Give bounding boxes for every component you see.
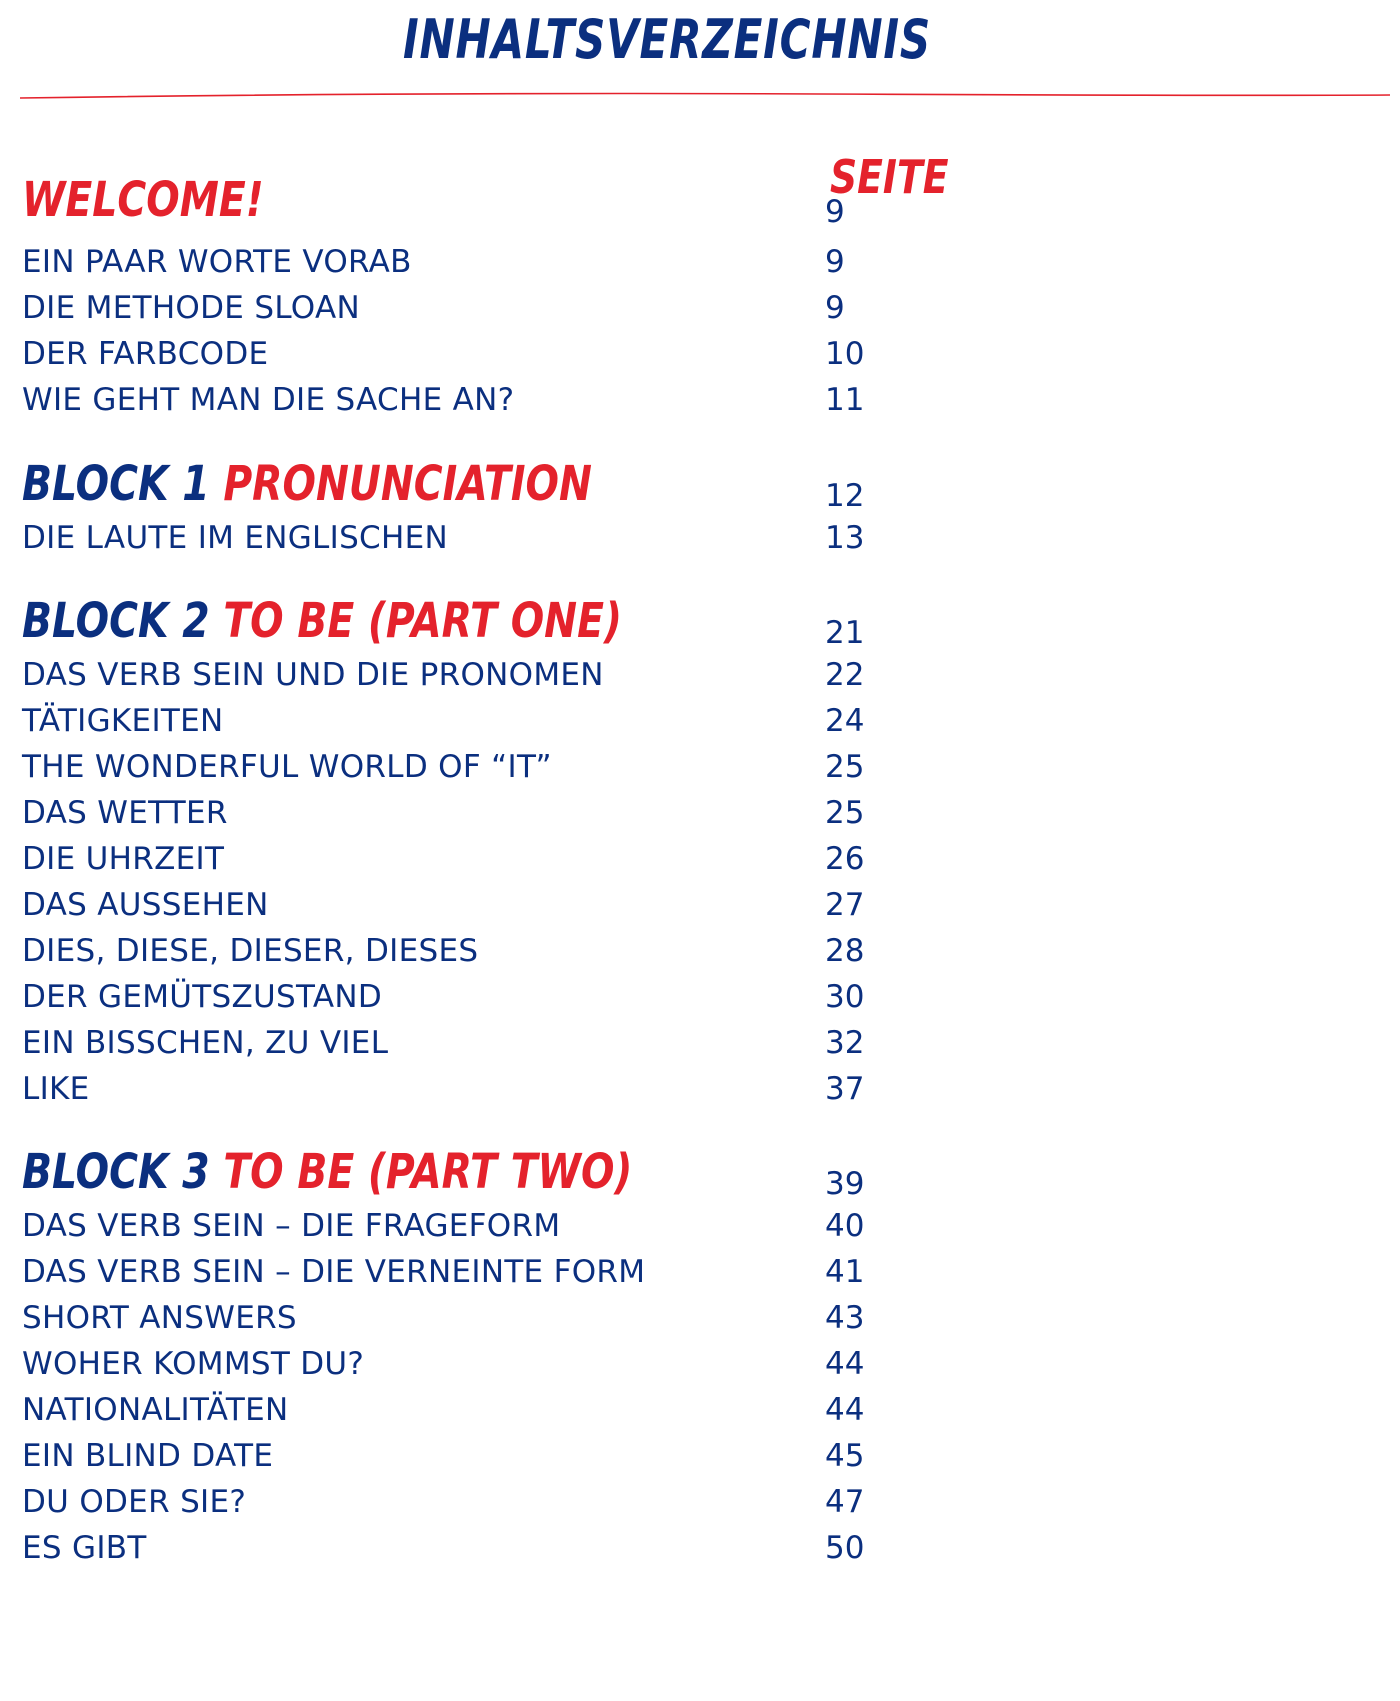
toc-entry[interactable] — [22, 374, 1022, 420]
block-topic: TO BE (PART ONE) — [223, 593, 622, 649]
toc-entry[interactable] — [22, 925, 1022, 971]
page-number: 12 — [825, 478, 865, 514]
page-number: 44 — [825, 1392, 865, 1428]
section-heading-block-3[interactable] — [22, 1144, 1022, 1204]
page-number: 22 — [825, 657, 865, 693]
entry-label: THE WONDERFUL WORLD OF “IT” — [22, 749, 552, 785]
page-number: 40 — [825, 1208, 865, 1244]
entry-label: EIN BISSCHEN, ZU VIEL — [22, 1025, 389, 1061]
toc-entry[interactable] — [22, 1246, 1022, 1292]
entry-label: DIE UHRZEIT — [22, 841, 225, 877]
entry-label: DU ODER SIE? — [22, 1484, 247, 1520]
entry-label: DAS VERB SEIN – DIE FRAGEFORM — [22, 1208, 561, 1244]
entry-label: WIE GEHT MAN DIE SACHE AN? — [22, 382, 515, 418]
page-number: 44 — [825, 1346, 865, 1382]
toc-entry[interactable] — [22, 1017, 1022, 1063]
entry-label: ES GIBT — [22, 1530, 147, 1566]
toc-entry[interactable] — [22, 1063, 1022, 1109]
entry-label: DAS VERB SEIN – DIE VERNEINTE FORM — [22, 1254, 646, 1290]
page-number: 25 — [825, 795, 865, 831]
toc-entry[interactable] — [22, 1384, 1022, 1430]
page-title: INHALTSVERZEICHNIS — [403, 8, 931, 71]
toc-entry[interactable] — [22, 1200, 1022, 1246]
toc-entry[interactable] — [22, 695, 1022, 741]
toc-entry[interactable] — [22, 741, 1022, 787]
entry-label: DER GEMÜTSZUSTAND — [22, 979, 383, 1015]
entry-label: SHORT ANSWERS — [22, 1300, 297, 1336]
page-number: 30 — [825, 979, 865, 1015]
page-number: 39 — [825, 1166, 865, 1202]
page-number: 50 — [825, 1530, 865, 1566]
section-title: WELCOME! — [22, 172, 264, 228]
block-topic: PRONUNCIATION — [223, 456, 592, 512]
page-number: 43 — [825, 1300, 865, 1336]
page-number: 25 — [825, 749, 865, 785]
entry-label: DAS WETTER — [22, 795, 228, 831]
page-number: 24 — [825, 703, 865, 739]
page-number: 37 — [825, 1071, 865, 1107]
toc-entry[interactable] — [22, 1338, 1022, 1384]
entry-label: TÄTIGKEITEN — [22, 703, 224, 739]
toc-entry[interactable] — [22, 1292, 1022, 1338]
page-number: 47 — [825, 1484, 865, 1520]
page-number: 11 — [825, 382, 865, 418]
page-column-label: SEITE — [830, 150, 949, 204]
entry-label: EIN BLIND DATE — [22, 1438, 274, 1474]
entry-label: EIN PAAR WORTE VORAB — [22, 244, 412, 280]
toc-entry[interactable] — [22, 833, 1022, 879]
page-number: 32 — [825, 1025, 865, 1061]
block-prefix: BLOCK 1 — [22, 456, 210, 512]
section-heading-block-1[interactable] — [22, 456, 1022, 516]
entry-label: LIKE — [22, 1071, 90, 1107]
toc-entry[interactable] — [22, 1430, 1022, 1476]
entry-label: DER FARBCODE — [22, 336, 269, 372]
page-number: 9 — [825, 194, 845, 230]
page-number: 41 — [825, 1254, 865, 1290]
toc-entry[interactable] — [22, 1522, 1022, 1568]
entry-label: DIE METHODE SLOAN — [22, 290, 360, 326]
entry-label: WOHER KOMMST DU? — [22, 1346, 365, 1382]
entry-label: DIE LAUTE IM ENGLISCHEN — [22, 520, 448, 556]
page-number: 9 — [825, 244, 845, 280]
toc-entry[interactable] — [22, 787, 1022, 833]
toc-entry[interactable] — [22, 1476, 1022, 1522]
section-heading-block-2[interactable] — [22, 593, 1022, 653]
entry-label: DIES, DIESE, DIESER, DIESES — [22, 933, 479, 969]
entry-label: DAS AUSSEHEN — [22, 887, 269, 923]
page-number: 10 — [825, 336, 865, 372]
section-title — [22, 1144, 632, 1200]
entry-label: NATIONALITÄTEN — [22, 1392, 289, 1428]
toc-entry[interactable] — [22, 879, 1022, 925]
block-prefix: BLOCK 3 — [22, 1144, 210, 1200]
toc-entry[interactable] — [22, 236, 1022, 282]
toc-entry[interactable] — [22, 512, 1022, 558]
page-number: 21 — [825, 615, 865, 651]
page-number: 9 — [825, 290, 845, 326]
toc-entry[interactable] — [22, 328, 1022, 374]
block-topic: TO BE (PART TWO) — [223, 1144, 633, 1200]
section-title — [22, 593, 622, 649]
page-number: 13 — [825, 520, 865, 556]
toc-entry[interactable] — [22, 971, 1022, 1017]
toc-entry[interactable] — [22, 282, 1022, 328]
block-prefix: BLOCK 2 — [22, 593, 210, 649]
page-number: 26 — [825, 841, 865, 877]
page-number: 27 — [825, 887, 865, 923]
toc-entry[interactable] — [22, 649, 1022, 695]
entry-label: DAS VERB SEIN UND DIE PRONOMEN — [22, 657, 604, 693]
page-number: 45 — [825, 1438, 865, 1474]
section-title — [22, 456, 592, 512]
page-number: 28 — [825, 933, 865, 969]
title-divider — [20, 90, 1390, 102]
